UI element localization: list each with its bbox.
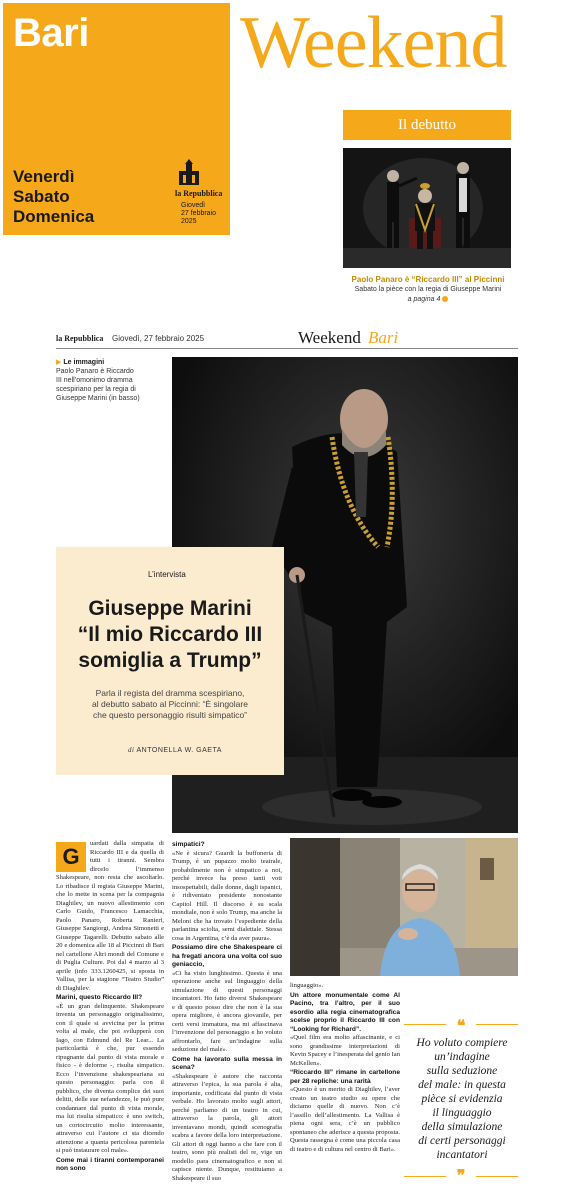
cover-date-line: 2025 bbox=[181, 218, 197, 225]
article-paragraph: «È un gran delinquente. Shakespeare inventa un personaggio originalissimo, con il quale si avvicina per la prima volta al male, che poi svilupperà con Iago, con Edmund del Re Lear... La particolarità è che, pur essendo ripugnante dal punto di vista morale e fisico - è deforme -, risulta simpatico. Ecco l’invenzione shakespeariana su questo personaggio: parla con il pubblico, che diventa complice dei suoi delitti, delle sue nefandezze, le può pure condannare dal punto di vista morale, ma lui risulta simpatico: è uno switch, un cortocircuito molto interessante, attraverso cui l’autore ci sta dicendo attenzione a quanta pericolosa parentela si può instaurare col male». bbox=[56, 1002, 164, 1154]
cover-day: Domenica bbox=[13, 207, 95, 226]
cover-city: Bari bbox=[13, 11, 89, 55]
interview-subtitle bbox=[56, 688, 284, 721]
debutto-caption-text: Sabato la pièce con la regia di Giuseppe Marini bbox=[354, 286, 502, 293]
pull-quote-line: Ho voluto compiere bbox=[416, 1037, 508, 1049]
pull-quote-line: incantatori bbox=[436, 1149, 488, 1161]
caption-arrow-icon: ▶ bbox=[56, 359, 62, 366]
cover-banner bbox=[3, 3, 230, 235]
cover-days bbox=[13, 167, 94, 227]
debutto-caption-title: Paolo Panaro è “Riccardo III” al Piccinni bbox=[351, 275, 505, 284]
supplement-title: Weekend bbox=[240, 2, 507, 84]
title-line: somiglia a Trump” bbox=[78, 649, 262, 672]
article-paragraph: «Ci ha visto lunghissimo. Questa è una operazione anche sul linguaggio della simulazione di questi personaggi incantatori. Ho fatto diversi Shakespeare e di questo posso dire che non è la sua opera migliore, è ancora giovanile, per certi versi immatura, ma mi affascinava l’invenzione del personaggio e ho voluto affrontarlo, fare un’indagine sulla seduzione del male». bbox=[172, 969, 282, 1053]
article-paragraph: «Shakespeare è autore che racconta attraverso l’epica, la sua parola è alta, importante, codificata dal punto di vista verbale. Ho lavorato molto sugli attori, perché parliamo di un teatro in cui, attraverso la parola, gli attori inventavano mondi, quindi scenografia scabra a favore della loro interpretazione. Gli attori di oggi hanno a che fare con il teatro, sono più realisti del re, vige un modello para cinematografico e non si capisce niente. Dunque, restituiamo a Shakespeare il suo bbox=[172, 1072, 282, 1182]
byline-prefix: di bbox=[128, 746, 135, 754]
cover-day: Sabato bbox=[13, 187, 70, 206]
director-portrait-image bbox=[290, 838, 518, 976]
interview-byline bbox=[128, 746, 222, 754]
interview-question: Come ha lavorato sulla messa in scena? bbox=[172, 1055, 282, 1071]
page-header-date: Giovedì, 27 febbraio 2025 bbox=[112, 334, 205, 343]
interview-question: Possiamo dire che Shakespeare ci ha fregati ancora una volta col suo geniaccio, bbox=[172, 944, 282, 968]
cover-date-line: Giovedì bbox=[181, 202, 206, 209]
cover-date-line: 27 febbraio bbox=[181, 210, 217, 217]
interview-kicker: L’intervista bbox=[148, 570, 186, 579]
subtitle-line: Parla il regista del dramma scespiriano, bbox=[95, 688, 245, 698]
cover-date bbox=[181, 202, 216, 226]
article-column-3 bbox=[290, 982, 400, 1154]
byline-author: ANTONELLA W. GAETA bbox=[136, 747, 222, 754]
subtitle-line: che questo personaggio risulti simpatico” bbox=[92, 710, 248, 720]
header-divider bbox=[56, 348, 518, 349]
interview-question: Un attore monumentale come Al Pacino, tra l’altro, per il suo esordio alla regia cinematografica scelse proprio il Riccardo III con “Looking for Richard”. bbox=[290, 991, 400, 1033]
interview-question: Marini, questo Riccardo III? bbox=[56, 994, 143, 1001]
page-ref-text: a pagina 4 bbox=[407, 296, 441, 303]
column-3-body bbox=[290, 982, 400, 1154]
article-paragraph: «Questo è un merito di Diaghilev, l’aver creato un teatro studio su opere che diciamo quelle di nuovo. Non c’è l’assillo dell’allestimento. La Vallisa è piena ogni sera, c’è un pubblico spontaneo che aderisce a questa proposta. Questa rassegna è come una piccola casa di teatro e di cultura nel centro di Bari». bbox=[290, 1086, 400, 1153]
image-caption bbox=[56, 358, 140, 403]
pull-quote-line: di certi personaggi bbox=[418, 1135, 506, 1147]
drop-cap: G bbox=[56, 842, 86, 872]
title-line: “Il mio Riccardo III bbox=[77, 623, 263, 646]
quote-close-icon: ❞ bbox=[446, 1166, 476, 1186]
interview-title bbox=[56, 596, 284, 674]
pull-quote-line: un’indagine bbox=[434, 1051, 490, 1063]
repubblica-logo: la Repubblica bbox=[175, 189, 223, 198]
pull-quote-line: della simulazione bbox=[421, 1121, 503, 1133]
interview-question: Come mai i tiranni contemporanei non sono bbox=[56, 1156, 164, 1172]
quote-open-icon: ❝ bbox=[446, 1016, 476, 1036]
pull-quote-line: il linguaggio bbox=[432, 1107, 492, 1119]
repubblica-emblem-icon bbox=[176, 159, 202, 187]
subtitle-line: al debutto sabato al Piccinni: “È singolare bbox=[92, 699, 248, 709]
pull-quote-line: del male: in questa bbox=[418, 1079, 506, 1091]
bullet-dot-icon bbox=[442, 296, 448, 302]
article-column-1 bbox=[56, 840, 164, 1174]
interview-question: “Riccardo III” rimane in cartellone per 28 repliche: una rarità bbox=[290, 1069, 400, 1085]
article-column-2 bbox=[172, 840, 282, 1183]
column-1-body bbox=[56, 840, 164, 1174]
article-paragraph: uardati dalla simpatia di Riccardo III e da quella di tutti i tiranni. Sembra dirceIo l’immenso Shakespeare, non resta che ascoltarlo. Lo ribadisce il regista Giuseppe Marini, che lo mette in scena per la compagnia Diaghilev, un nuovo allestimento con Carlo Guido, Francesco Lamacchia, Paolo Panaro, Roberta Ranieri, Giuseppe Sangiorgi, Andrea Simonetti e Giuseppe Tagarelli. Debutto sabato alle 20 e domenica alle 18 al Piccinni di Bari nel cartellone Altri mondi del Comune e di Puglia Culture. Poi dal 4 marzo al 3 aprile (info 333.1260425, si sposta in Vallisa, per la stagione “Teatro Studio” di Diaghilev. bbox=[56, 840, 164, 992]
article-paragraph: «Ne è sicura? Guardi la buffoneria di Trump, è un pupazzo molto teatrale, probabilmente non è simpatico a noi, perché invece ha preso tanti voti insospettabili, dalle donne, dagli ispanici, è ridiventato presidente nonostante Capitol Hill. Il discorso è su scala mondiale, non è solo Trump, ma anche la Meloni che ha trovato l’espediente della parlantina sciolta, semi dialettale. Stessa cosa in Argentina, c’è da aver paura». bbox=[172, 849, 282, 942]
column-2-body bbox=[172, 841, 282, 1183]
page-header-section: Weekend bbox=[298, 328, 361, 347]
stage-scene-image bbox=[343, 148, 511, 268]
interview-question: simpatici? bbox=[172, 841, 205, 848]
pull-quote-line: pièce si evidenzia bbox=[421, 1093, 503, 1105]
image-caption-text: Paolo Panaro è Riccardo III nell’omonimo dramma scespiriano per la regia di Giuseppe Marini (in basso) bbox=[56, 368, 140, 402]
image-caption-title: Le immagini bbox=[63, 359, 105, 366]
page-header-city: Bari bbox=[368, 328, 399, 347]
debutto-page-ref bbox=[343, 296, 513, 303]
pull-quote-line: sulla seduzione bbox=[426, 1065, 498, 1077]
debutto-photo bbox=[343, 148, 511, 268]
article-paragraph: «Quel film era molto affascinante, e ci sono grandissime interpretazioni di Kevin Spacey e l’inesperata del genio Ian McKellen». bbox=[290, 1034, 400, 1067]
director-photo bbox=[290, 838, 518, 976]
debutto-label: Il debutto bbox=[343, 110, 511, 140]
cover-day: Venerdì bbox=[13, 167, 75, 186]
page-header-logo: la Repubblica bbox=[56, 334, 104, 343]
article-paragraph: linguaggio». bbox=[290, 982, 324, 989]
pull-quote bbox=[406, 1036, 518, 1162]
title-line: Giuseppe Marini bbox=[88, 597, 252, 620]
